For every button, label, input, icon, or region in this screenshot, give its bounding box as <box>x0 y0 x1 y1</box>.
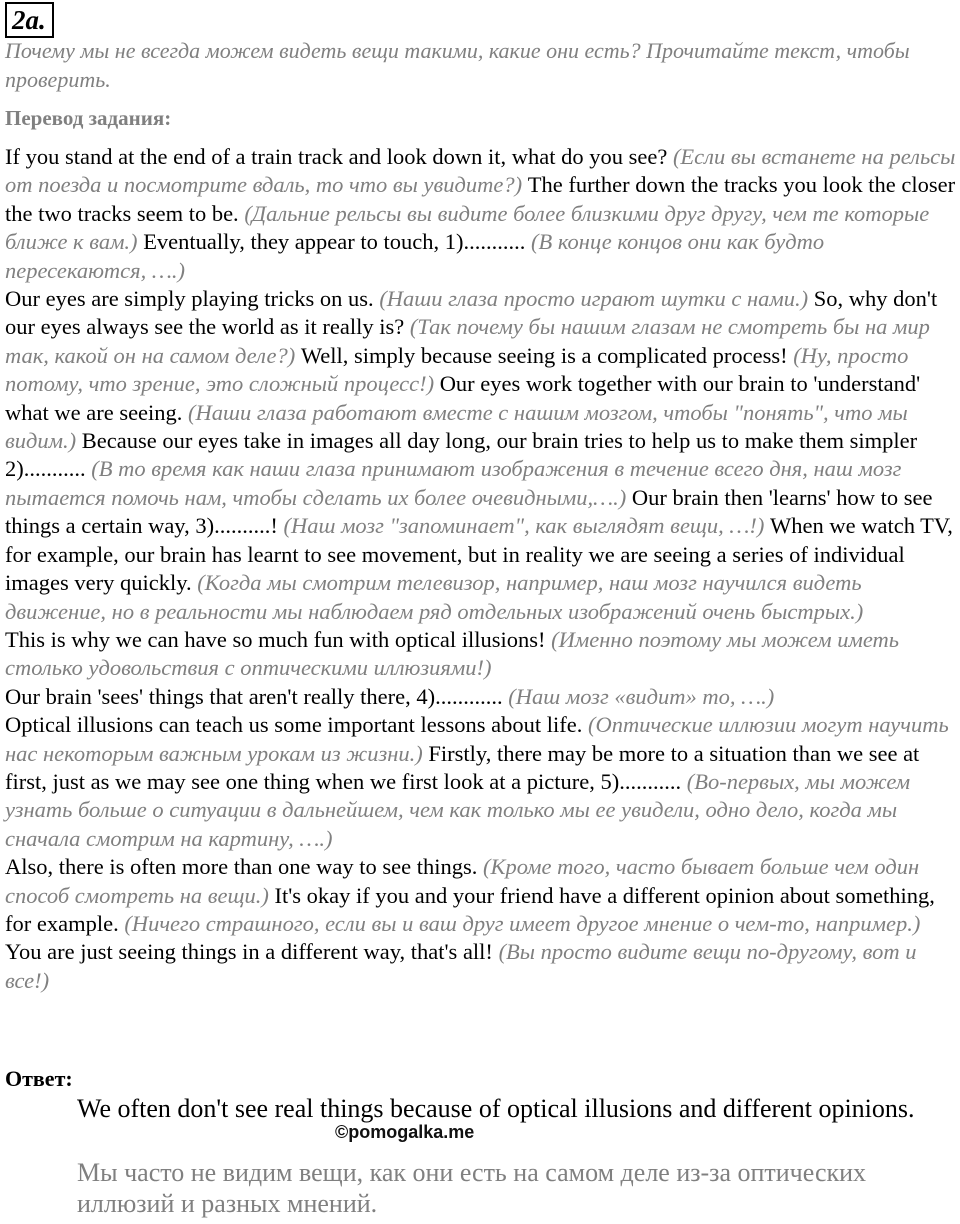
english-sentence: It's okay if you and your friend have a different opinion about something, for example. <box>5 882 935 936</box>
english-sentence: Our brain 'sees' things that aren't really there, 4)............ <box>5 683 509 709</box>
russian-translation: (Во-первых, мы можем узнать больше о ситуации в дальнейшем, чем как только мы ее увидели, одно дело, когда мы сначала смотрим на картину, ….) <box>5 768 911 851</box>
translation-heading: Перевод задания: <box>5 106 172 130</box>
reading-text <box>5 143 960 995</box>
russian-translation: (Дальние рельсы вы видите более близкими друг другу, чем те которые ближе к вам.) <box>5 200 930 255</box>
watermark: ©pomogalka.me <box>335 1122 475 1142</box>
russian-translation: (Вы просто видите вещи по-другому, вот и все!) <box>5 939 917 993</box>
text-paragraph <box>5 143 960 285</box>
russian-translation: (Наши глаза просто играют шутки с нами.) <box>379 286 814 312</box>
russian-translation: (В то время как наши глаза принимают изображения в течение всего дня, наш мозг пытается помочь нам, чтобы сделать их более очевидными,….) <box>5 456 902 510</box>
english-sentence: If you stand at the end of a train track and look down it, what do you see? <box>5 144 673 169</box>
text-paragraph <box>5 683 960 711</box>
russian-translation: (Именно поэтому мы можем иметь столько удовольствия с оптическими иллюзиями!) <box>5 626 899 681</box>
russian-translation: (Когда мы смотрим телевизор, например, наш мозг научился видеть движение, но в реальности мы наблюдаем ряд отдельных изображений очень быстрых.) <box>5 570 864 624</box>
russian-translation: (Ничего страшного, если вы и ваш друг имеет другое мнение о чем-то, например.) <box>124 910 921 936</box>
english-sentence: Our brain then 'learns' how to see things a certain way, 3)..........! <box>5 484 933 539</box>
english-sentence: Because our eyes take in images all day long, our brain tries to help us to make them simpler 2)........... <box>5 428 918 482</box>
english-sentence: Also, there is often more than one way to see things. <box>5 854 484 880</box>
russian-translation: (Наш мозг "запоминает", как выглядят вещи, …!) <box>283 513 771 539</box>
english-sentence: Eventually, they appear to touch, 1)........... <box>143 229 531 255</box>
russian-translation: (Так почему бы нашим глазам не смотреть бы на мир так, какой он на самом деле?) <box>5 314 930 368</box>
russian-translation: (Оптические иллюзии могут научить нас некоторым важным урокам из жизни.) <box>5 712 949 766</box>
answer-heading: Ответ: <box>5 1066 73 1091</box>
text-paragraph <box>5 853 960 995</box>
russian-translation: (Наш мозг «видит» то, ….) <box>508 683 775 709</box>
english-sentence: Optical illusions can teach us some important lessons about life. <box>5 712 589 738</box>
answer-english: We often don't see real things because of optical illusions and different opinions. <box>77 1094 915 1123</box>
task-number: 2a. <box>5 2 54 38</box>
english-sentence: Well, simply because seeing is a complicated process! <box>300 342 794 368</box>
english-sentence: The further down the tracks you look the closer the two tracks seem to be. <box>5 172 956 226</box>
english-sentence: When we watch TV, for example, our brain has learnt to see movement, but in reality we are seeing a series of individual images very quickly. <box>5 513 953 596</box>
text-paragraph <box>5 626 960 683</box>
english-sentence: You are just seeing things in a different way, that's all! <box>5 939 499 965</box>
english-sentence: Our eyes work together with our brain to 'understand' what we are seeing. <box>5 371 921 425</box>
russian-translation: (Кроме того, часто бывает больше чем один способ смотреть на вещи.) <box>5 854 920 908</box>
text-paragraph <box>5 285 960 626</box>
answer-russian: Мы часто не видим вещи, как они есть на самом деле из-за оптических иллюзий и разных мнений. <box>77 1158 867 1218</box>
russian-translation: (Ну, просто потому, что зрение, это сложный процесс!) <box>5 342 909 397</box>
russian-translation: (Наши глаза работают вместе с нашим мозгом, чтобы "понять", что мы видим.) <box>5 399 908 454</box>
russian-translation: (Если вы встанете на рельсы от поезда и посмотрите вдаль, то что вы увидите?) <box>5 144 956 198</box>
russian-translation: (В конце концов они как будто пересекаются, ….) <box>5 229 825 283</box>
english-sentence: This is why we can have so much fun with optical illusions! <box>5 626 552 652</box>
english-sentence: So, why don't our eyes always see the world as it really is? <box>5 286 938 340</box>
text-paragraph <box>5 711 960 853</box>
english-sentence: Firstly, there may be more to a situation than we see at first, just as we may see one thing when we first look at a picture, 5)........... <box>5 740 920 794</box>
task-text: Почему мы не всегда можем видеть вещи такими, какие они есть? Прочитайте текст, чтобы проверить. <box>5 38 910 92</box>
english-sentence: Our eyes are simply playing tricks on us. <box>5 286 380 312</box>
